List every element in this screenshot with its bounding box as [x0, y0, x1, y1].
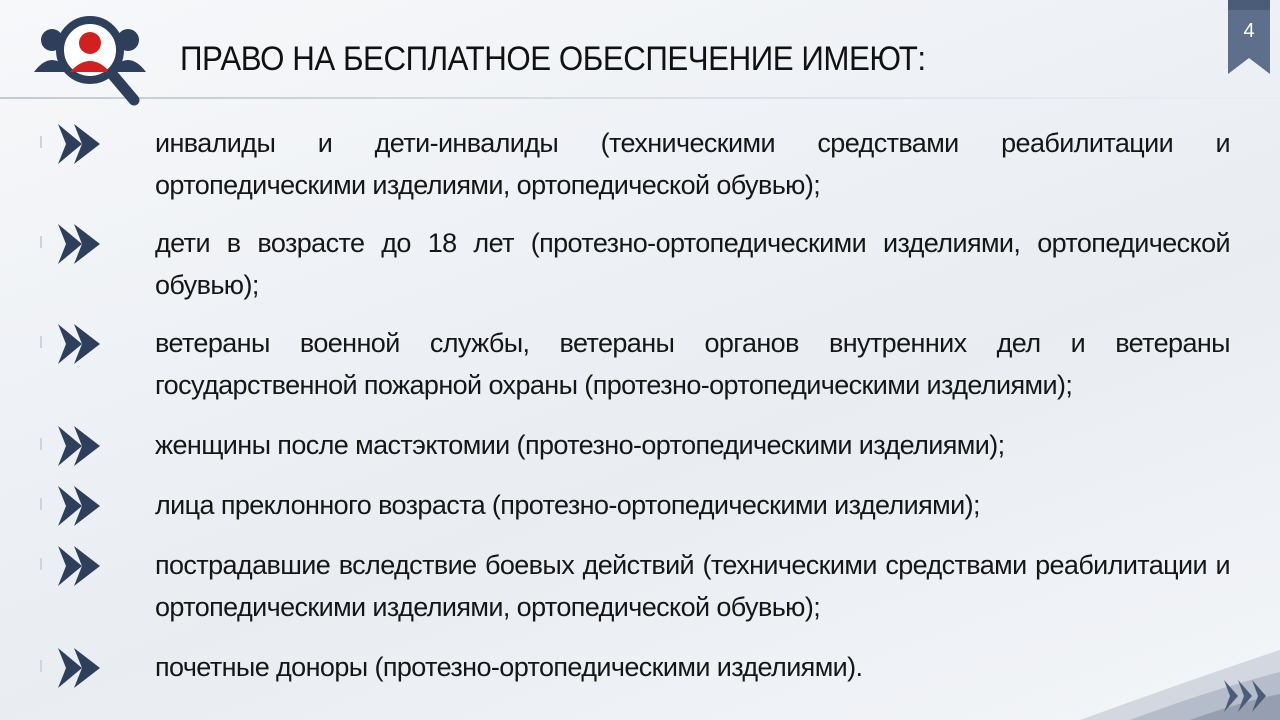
slide-title: ПРАВО НА БЕСПЛАТНОЕ ОБЕСПЕЧЕНИЕ ИМЕЮТ: — [180, 40, 926, 78]
double-chevron-right-icon — [56, 122, 102, 166]
list-item-text: дети в возрасте до 18 лет (протезно-ортопедическими изделиями, ортопедической обувью); — [155, 228, 1230, 300]
double-chevron-right-icon — [56, 544, 102, 588]
double-chevron-right-icon — [56, 484, 102, 528]
bullet-marker — [40, 236, 42, 248]
double-chevron-right-icon — [56, 646, 102, 690]
list-item-text: инвалиды и дети-инвалиды (техническими средствами реабилитации и ортопедическими изделиями, ортопедической обувью); — [155, 128, 1230, 200]
double-chevron-right-icon — [56, 222, 102, 266]
list-item-text: лица преклонного возраста (протезно-ортопедическими изделиями); — [155, 490, 980, 520]
double-chevron-right-icon — [56, 424, 102, 468]
triple-chevron-right-icon[interactable] — [1222, 676, 1274, 716]
bullet-marker — [40, 558, 42, 570]
list-item-text: почетные доноры (протезно-ортопедическими изделиями). — [155, 652, 863, 682]
page-number: 4 — [1243, 20, 1255, 42]
bullet-marker — [40, 660, 42, 672]
list-item-text: ветераны военной службы, ветераны органов внутренних дел и ветераны государственной пожарной охраны (протезно-ортопедическими изделиями); — [155, 328, 1230, 400]
list-item-text: женщины после мастэктомии (протезно-ортопедическими изделиями); — [155, 430, 1005, 460]
list-item-text: пострадавшие вследствие боевых действий (техническими средствами реабилитации и ортопедическими изделиями, ортопедической обувью); — [155, 550, 1230, 622]
double-chevron-right-icon — [56, 322, 102, 366]
bullet-marker — [40, 498, 42, 510]
bullet-marker — [40, 136, 42, 148]
bullet-marker — [40, 438, 42, 450]
bullet-marker — [40, 336, 42, 348]
